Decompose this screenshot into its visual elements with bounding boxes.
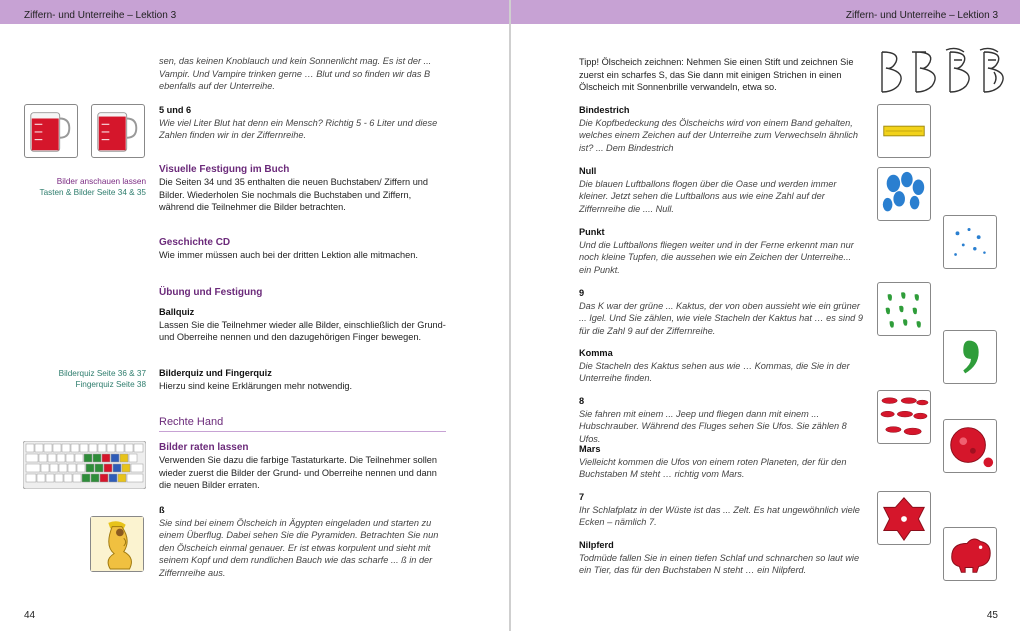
section-null <box>579 165 865 215</box>
section-title: 7 <box>579 492 585 502</box>
margin-note-line: Fingerquiz Seite 38 <box>75 379 146 389</box>
stirnband-picture <box>877 104 931 158</box>
tipp-paragraph: Tipp! Ölscheich zeichnen: Nehmen Sie einen Stift und zeichnen Sie zuerst ein scharfes S, das Sie dann mit einigen Strichen in einen Ölscheich mit Sonnenbrille verwandeln, etwa so. <box>579 57 854 93</box>
section-sieben <box>579 491 865 529</box>
section-text: Die Seiten 34 und 35 enthalten die neuen Buchstaben/ Ziffern und Bilder. Wiederholen Sie nochmals die Buchstaben und Ziffern, während die Teilnehmer die Bilder betrachten. <box>159 177 429 213</box>
section-sz <box>159 504 446 580</box>
section-uebung <box>159 286 446 299</box>
kaktus-stacheln-picture <box>877 282 931 336</box>
intro-paragraph: sen, das keinen Knoblauch und kein Sonnenlicht mag. Es ist der ... Vampir. Und Vampire trinken gerne … Blut und so finden wir das B ebenfalls auf der Unterreihe. <box>159 56 432 92</box>
section-bindestrich <box>579 104 865 154</box>
section-title: Bindestrich <box>579 105 630 115</box>
komma-picture <box>943 330 997 384</box>
margin-note-quiz <box>59 369 146 390</box>
section-title: Visuelle Festigung im Buch <box>159 164 290 175</box>
running-header: Ziffern- und Unterreihe – Lektion 3 <box>845 10 998 21</box>
section-text: Todmüde fallen Sie in einen tiefen Schlaf und schnarchen so laut wie ein Tier, das für den Buchstaben N steht … ein Nilpferd. <box>579 552 860 576</box>
section-title: Geschichte CD <box>159 237 231 248</box>
section-title: Null <box>579 166 597 176</box>
section-text: Die Stacheln des Kaktus sehen aus wie … Kommas, die Sie in der Unterreihe finden. <box>579 360 850 384</box>
section-title: Punkt <box>579 227 605 237</box>
section-text: Ihr Schlafplatz in der Wüste ist das ... Zelt. Es hat ungewöhnlich viele Ecken – nämlich 7. <box>579 504 860 528</box>
section-title: 5 und 6 <box>159 105 192 115</box>
margin-note-line: Bilderquiz Seite 36 & 37 <box>58 369 146 378</box>
section-text: Sie fahren mit einem ... Jeep und fliegen dann mit einem ... Hubschrauber. Während des Fluges sehen Sie Ufos. Sie zählen 8 Ufos. <box>579 408 847 444</box>
blood-jug-picture <box>24 104 78 158</box>
left-page <box>0 0 509 631</box>
zelt-picture <box>877 491 931 545</box>
section-title: Bilderquiz und Fingerquiz <box>159 368 272 378</box>
section-text: Die blauen Luftballons flogen über die Oase und werden immer kleiner. Jetzt sehen die Luftballons aus wie eine Zahl auf der Ziffernreihe die .... Null. <box>579 178 837 214</box>
section-text: Wie immer müssen auch bei der dritten Lektion alle mitmachen. <box>159 250 418 260</box>
section-neun <box>579 287 865 337</box>
section-title: 9 <box>579 288 585 298</box>
section-mars <box>579 443 865 481</box>
scheich-drawing-sequence <box>876 46 1006 100</box>
section-punkt <box>579 226 865 276</box>
section-komma <box>579 347 865 385</box>
section-text: Die Kopfbedeckung des Ölscheichs wird von einem Band gehalten, welches einem Zeichen auf der Unterreihe zum Verwechseln ähnlich ist? ... Dem Bindestrich <box>579 117 858 153</box>
section-bilder-raten <box>159 441 446 492</box>
section-text: Lassen Sie die Teilnehmer wieder alle Bilder, einschließlich der Grund- und Oberreihe nennen und den dazugehörigen Finger bewegen. <box>159 319 446 343</box>
margin-note-line: Tasten & Bilder Seite 34 & 35 <box>39 187 146 197</box>
section-text: Das K war der grüne ... Kaktus, der von oben aussieht wie ein grüner ... Igel. Und Sie zählen, wie viele Stacheln der Kaktus hat … es sind 9 für die Zahl 9 auf der Ziffernreihe. <box>579 300 863 336</box>
section-ballquiz <box>159 306 446 344</box>
section-text: Und die Luftballons fliegen weiter und in der Ferne erkennt man nur noch kleine Tupfen, die aussehen wie ein Zeichen der Unterreihe... ein Punkt. <box>579 239 854 275</box>
ufos-picture <box>877 390 931 444</box>
section-visuelle-festigung <box>159 163 446 214</box>
section-title: Nilpferd <box>579 540 614 550</box>
section-title: Übung und Festigung <box>159 287 263 298</box>
page-number: 45 <box>986 610 998 621</box>
section-text: Sie sind bei einem Ölscheich in Ägypten eingeladen und starten zu einem Überflug. Dabei sehen Sie die Pyramiden. Betrachten Sie nun den Ölscheich einmal genauer. Er ist etwas korpulent und sieht mit seinem Kopf und dem rundlichen Bauch wie das scharfe ... ß in der Ziffernreihe aus. <box>159 517 439 578</box>
section-title: Komma <box>579 348 613 358</box>
rechte-hand-heading: Rechte Hand <box>159 416 446 432</box>
section-5-und-6 <box>159 104 446 142</box>
section-title: ß <box>159 505 165 515</box>
section-title: Ballquiz <box>159 307 195 317</box>
section-nilpferd <box>579 539 865 577</box>
section-text: Verwenden Sie dazu die farbige Tastaturkarte. Die Teilnehmer sollen wieder zuerst die Bilder der Grund- und Oberreihe nennen und dann die neuen Bilder erraten. <box>159 455 437 491</box>
section-text: Hierzu sind keine Erklärungen mehr notwendig. <box>159 380 353 391</box>
tupfen-picture <box>943 215 997 269</box>
section-geschichte-cd <box>159 236 446 262</box>
right-page <box>511 0 1020 631</box>
margin-note-bilder <box>39 177 146 198</box>
section-title: Mars <box>579 444 601 454</box>
luftballons-picture <box>877 167 931 221</box>
section-text: Vielleicht kommen die Ufos von einem roten Planeten, der für den Buchstaben M steht … richtig vom Mars. <box>579 456 847 480</box>
page-number: 44 <box>24 610 36 621</box>
nilpferd-picture <box>943 527 997 581</box>
running-header: Ziffern- und Unterreihe – Lektion 3 <box>24 10 177 21</box>
section-title: 8 <box>579 396 585 406</box>
margin-note-line: Bilder anschauen lassen <box>56 177 146 186</box>
oelscheich-picture <box>90 516 144 572</box>
keyboard-card-picture <box>23 441 146 489</box>
section-title: Bilder raten lassen <box>159 442 249 453</box>
section-acht <box>579 395 865 445</box>
mars-picture <box>943 419 997 473</box>
section-text: Wie viel Liter Blut hat denn ein Mensch? Richtig 5 - 6 Liter und diese Zahlen finden wir in der Ziffernreihe. <box>159 117 438 141</box>
section-bilderquiz <box>159 367 446 392</box>
blood-jug-picture-2 <box>91 104 145 158</box>
